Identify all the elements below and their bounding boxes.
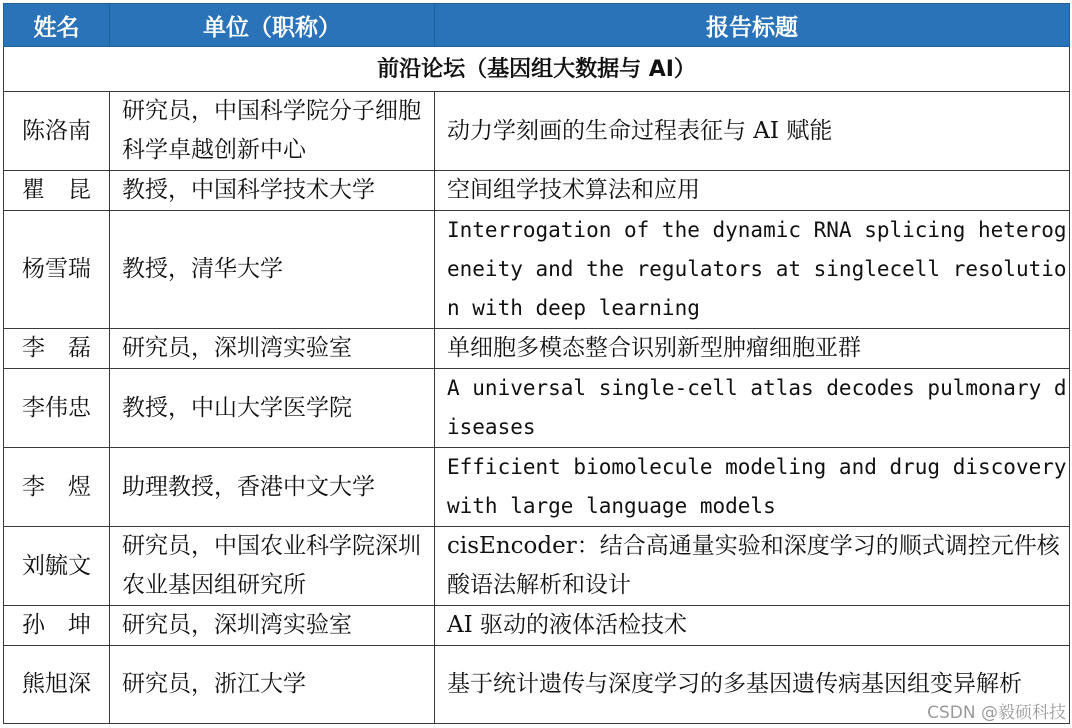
cell-name: 李 煜 <box>4 448 110 527</box>
table-row <box>4 646 1070 724</box>
header-title: 报告标题 <box>435 4 1070 47</box>
cell-title: Interrogation of the dynamic RNA splicing heterogeneity and the regulators at singlecell resolution with deep learning <box>435 211 1070 329</box>
section-row <box>4 47 1070 92</box>
cell-name: 李 磊 <box>4 329 110 369</box>
table-row <box>4 448 1070 527</box>
cell-name: 孙 坤 <box>4 606 110 646</box>
cell-title: Efficient biomolecule modeling and drug discovery with large language models <box>435 448 1070 527</box>
section-title: 前沿论坛（基因组大数据与 AI） <box>4 47 1070 92</box>
table-row <box>4 171 1070 211</box>
cell-title: 基于统计遗传与深度学习的多基因遗传病基因组变异解析 <box>435 646 1070 724</box>
header-row <box>4 4 1070 47</box>
cell-unit: 研究员，浙江大学 <box>110 646 435 724</box>
table-row <box>4 211 1070 329</box>
header-name: 姓名 <box>4 4 110 47</box>
cell-unit: 研究员，深圳湾实验室 <box>110 606 435 646</box>
table-row <box>4 92 1070 171</box>
cell-unit: 教授，中山大学医学院 <box>110 369 435 448</box>
cell-name: 瞿 昆 <box>4 171 110 211</box>
table-row <box>4 329 1070 369</box>
header-unit: 单位（职称） <box>110 4 435 47</box>
table-row <box>4 527 1070 606</box>
table-row <box>4 606 1070 646</box>
cell-title: cisEncoder：结合高通量实验和深度学习的顺式调控元件核酸语法解析和设计 <box>435 527 1070 606</box>
cell-unit: 教授，中国科学技术大学 <box>110 171 435 211</box>
cell-title: 动力学刻画的生命过程表征与 AI 赋能 <box>435 92 1070 171</box>
cell-title: AI 驱动的液体活检技术 <box>435 606 1070 646</box>
table-row <box>4 369 1070 448</box>
cell-unit: 教授，清华大学 <box>110 211 435 329</box>
cell-unit: 研究员，深圳湾实验室 <box>110 329 435 369</box>
cell-title: 空间组学技术算法和应用 <box>435 171 1070 211</box>
watermark: CSDN @毅硕科技 <box>927 703 1066 723</box>
cell-name: 熊旭深 <box>4 646 110 724</box>
cell-name: 杨雪瑞 <box>4 211 110 329</box>
cell-title: A universal single-cell atlas decodes pulmonary diseases <box>435 369 1070 448</box>
cell-name: 陈洛南 <box>4 92 110 171</box>
cell-unit: 研究员，中国农业科学院深圳农业基因组研究所 <box>110 527 435 606</box>
cell-unit: 助理教授，香港中文大学 <box>110 448 435 527</box>
cell-name: 李伟忠 <box>4 369 110 448</box>
cell-title: 单细胞多模态整合识别新型肿瘤细胞亚群 <box>435 329 1070 369</box>
cell-name: 刘毓文 <box>4 527 110 606</box>
cell-unit: 研究员，中国科学院分子细胞科学卓越创新中心 <box>110 92 435 171</box>
speaker-table <box>3 3 1070 724</box>
